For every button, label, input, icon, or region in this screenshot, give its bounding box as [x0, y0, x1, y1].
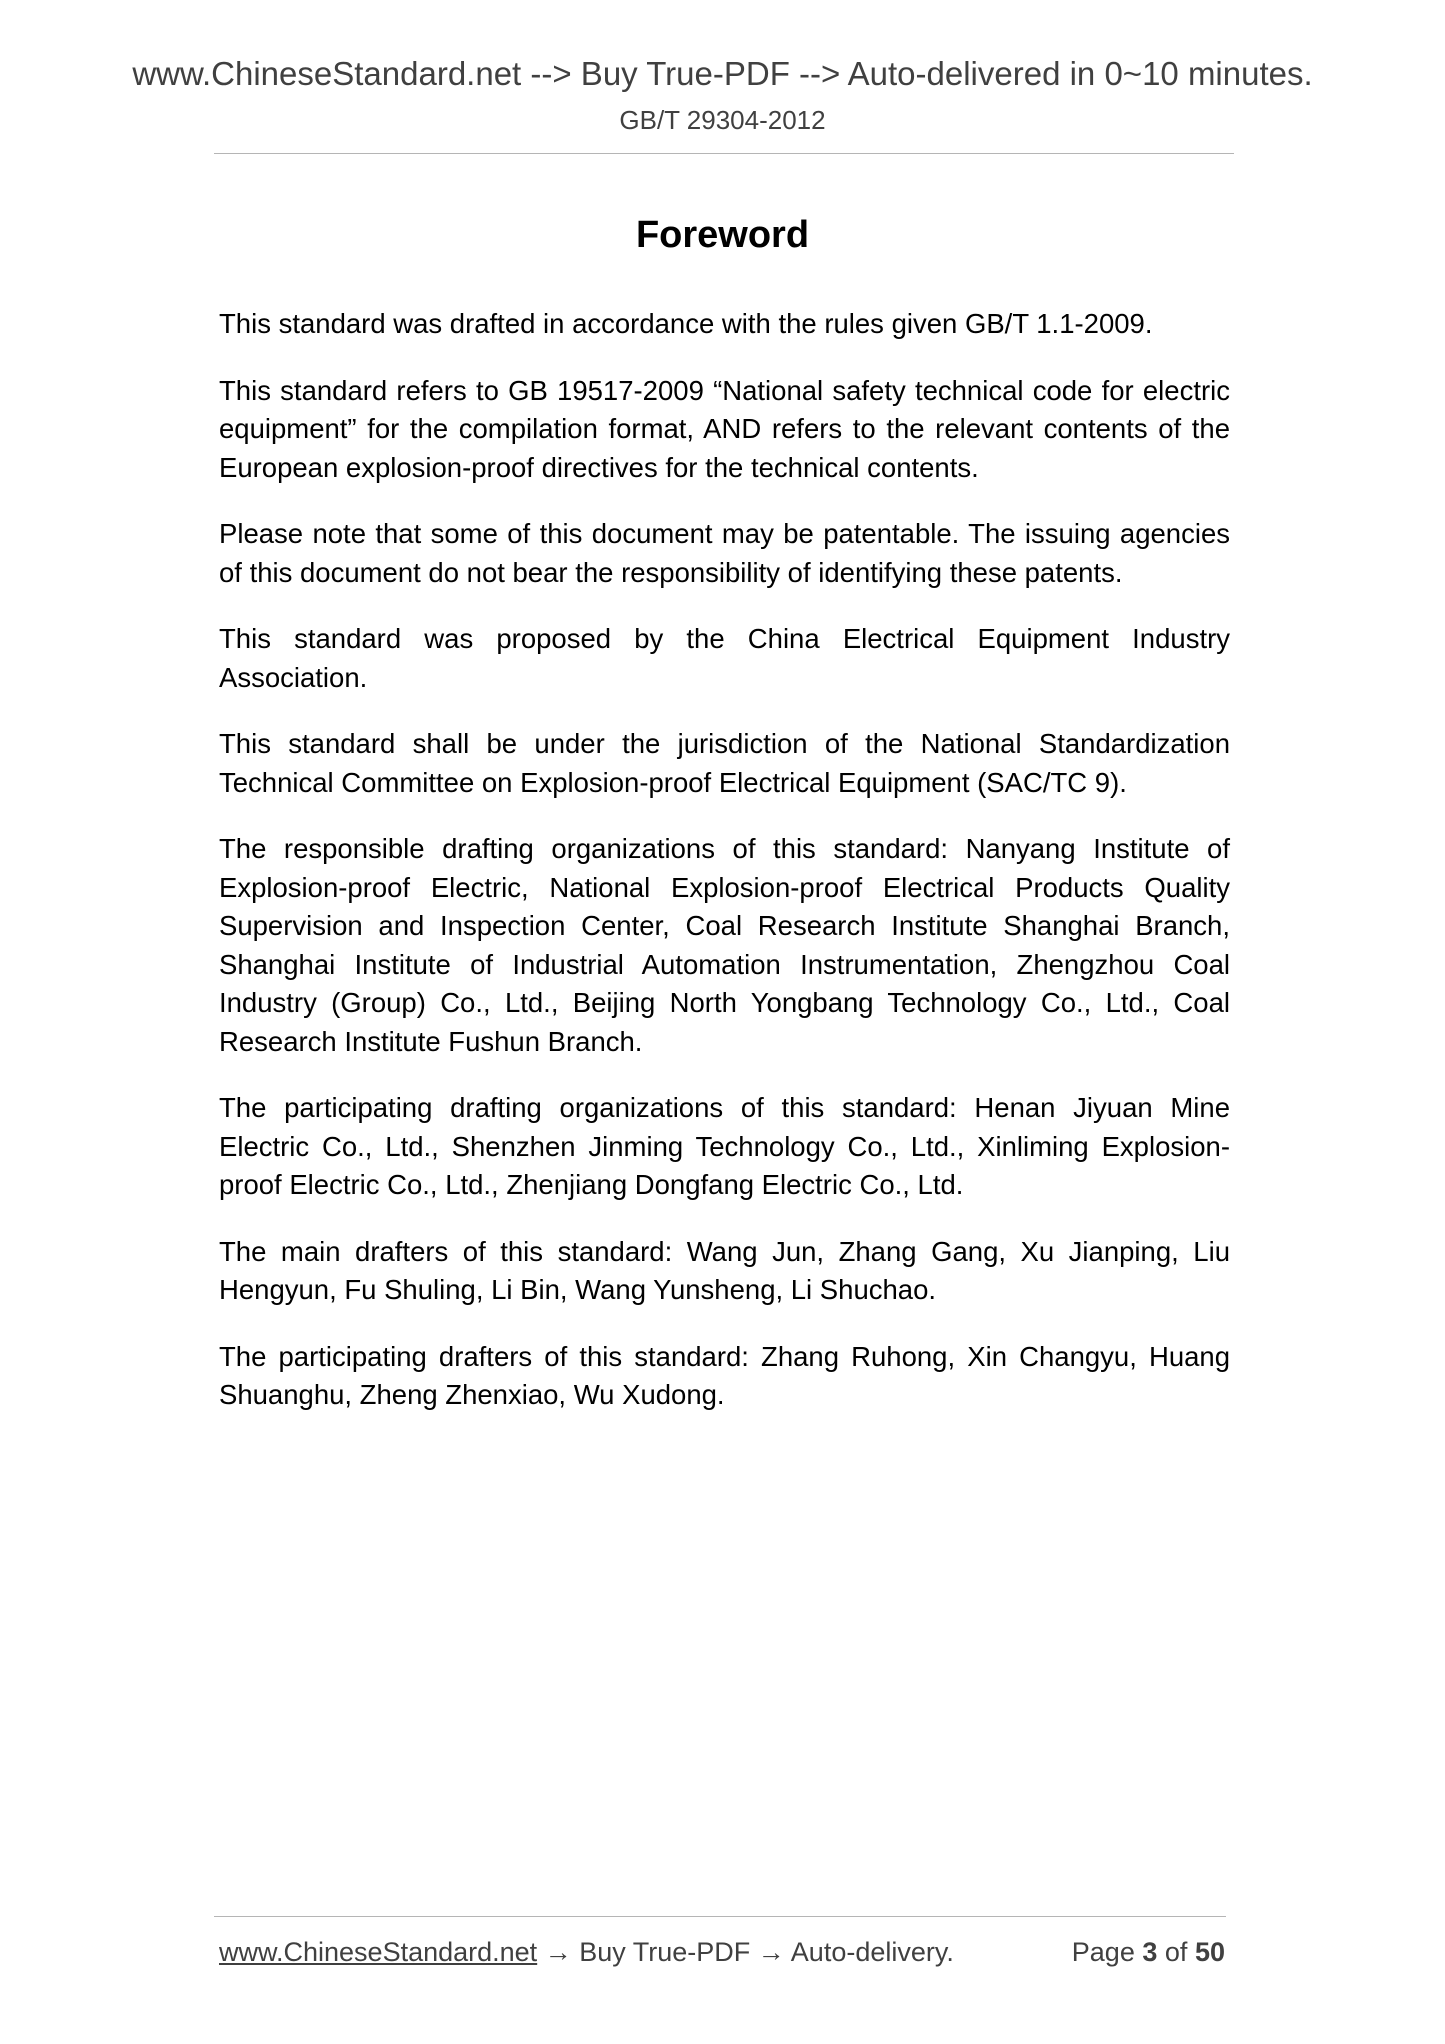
- footer-site-link[interactable]: www.ChineseStandard.net: [219, 1937, 538, 1967]
- header-divider: [214, 153, 1234, 154]
- footer-delivery-text: Auto-delivery.: [790, 1937, 954, 1967]
- document-code: GB/T 29304-2012: [619, 105, 826, 135]
- paragraph-proposed-by: This standard was proposed by the China Electrical Equipment Industry Association.: [219, 623, 1230, 693]
- paragraph-participating-drafters: The participating drafters of this standard: Zhang Ruhong, Xin Changyu, Huang Shuanghu, Zheng Zhenxiao, Wu Xudong.: [219, 1340, 1230, 1410]
- top-banner: www.ChineseStandard.net --> Buy True-PDF --> Auto-delivered in 0~10 minutes.: [132, 55, 1313, 92]
- paragraph-participating-organizations: The participating drafting organizations of this standard: Henan Jiyuan Mine Electric Co., Ltd., Shenzhen Jinming Technology Co., Ltd., Xinliming Explosion-proof Electric Co., Ltd., Zhenjiang Dongfang Electric Co., Ltd.: [219, 1092, 1230, 1200]
- page-current: 3: [1142, 1937, 1158, 1967]
- page-number: [1072, 1933, 1225, 1971]
- page-footer: [219, 1933, 1225, 1973]
- page-title: Foreword: [635, 214, 810, 256]
- page-of-label: of: [1164, 1937, 1188, 1967]
- paragraph-references: This standard refers to GB 19517-2009 “National safety technical code for electric equipment” for the compilation format, AND refers to the relevant contents of the European explosion-proof directives for the technical contents.: [219, 374, 1230, 483]
- page-label: Page: [1071, 1937, 1135, 1967]
- page-total: 50: [1194, 1937, 1225, 1967]
- footer-divider: [214, 1916, 1226, 1917]
- footer-promo: [219, 1933, 954, 1971]
- paragraph-responsible-organizations: The responsible drafting organizations of this standard: Nanyang Institute of Explosion-proof Electric, National Explosion-proof Electrical Products Quality Supervision and Inspection Center, Coal Research Institute Shanghai Branch, Shanghai Institute of Industrial Automation Instrumentation, Zhengzhou Coal Industry (Group) Co., Ltd., Beijing North Yongbang Technology Co., Ltd., Coal Research Institute Fushun Branch.: [219, 833, 1230, 1057]
- paragraph-main-drafters: The main drafters of this standard: Wang Jun, Zhang Gang, Xu Jianping, Liu Hengyun, Fu Shuling, Li Bin, Wang Yunsheng, Li Shuchao.: [219, 1235, 1230, 1305]
- footer-buy-text: Buy True-PDF: [579, 1937, 751, 1967]
- paragraph-jurisdiction: This standard shall be under the jurisdiction of the National Standardization Technical Committee on Explosion-proof Electrical Equipment (SAC/TC 9).: [219, 728, 1230, 798]
- paragraph-patent-notice: Please note that some of this document may be patentable. The issuing agencies of this document do not bear the responsibility of identifying these patents.: [219, 518, 1230, 588]
- foreword-body: [219, 305, 1230, 1443]
- arrow-right-icon: →: [757, 1937, 785, 1967]
- paragraph-drafting-rules: This standard was drafted in accordance with the rules given GB/T 1.1-2009.: [219, 308, 1153, 339]
- arrow-right-icon: →: [544, 1937, 572, 1967]
